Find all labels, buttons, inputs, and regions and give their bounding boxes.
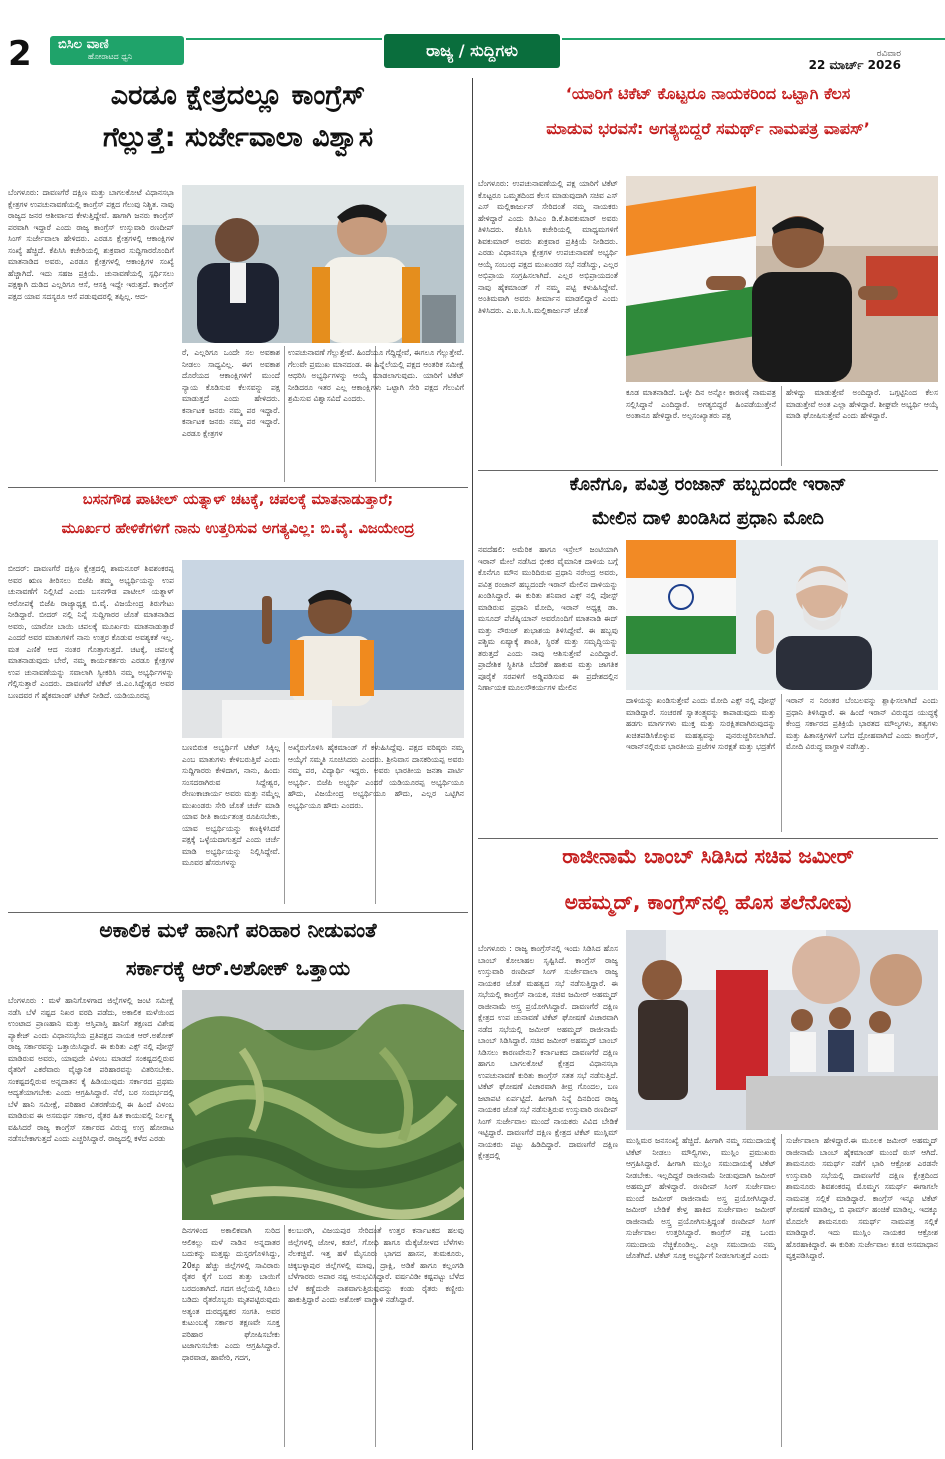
section-label: ರಾಜ್ಯ / ಸುದ್ದಿಗಳು bbox=[384, 34, 560, 68]
page-column-divider bbox=[472, 78, 473, 1450]
article4-body-col2: ಕೂಡ ಮಾತನಾಡಿದೆ. ಒಳ್ಳೇ ದಿನ ಅನ್ನೋ ಕಾರಣಕ್ಕೆ ನಾಮಪತ್ರ ಸಲ್ಲಿಸಿದ್ದಾನೆ ಎಂದಿದ್ದಾರೆ. ಅಗತ್ಯಬಿದ್ದರೆ ಹಿಂಪಡೆಯುತ್ತೇನೆ ಅಂತಾನೂ ಹೇಳಿದ್ದಾರೆ. ಅಲ್ಪಸಂಖ್ಯಾತರು ಪಕ್ಷ bbox=[626, 388, 776, 420]
article-divider bbox=[478, 470, 938, 471]
article1-headline-line1: ಎರಡೂ ಕ್ಷೇತ್ರದಲ್ಲೂ ಕಾಂಗ್ರೆಸ್ bbox=[110, 80, 366, 111]
article5-body-col3: ಇರಾನ್ ನ ನಿರಂತರ ಬೆಂಬಲವನ್ನು ಶ್ಲಾಘಿಸಲಾಗಿದೆ ಎಂದು ಪ್ರಧಾನಿ ತಿಳಿಸಿದ್ದಾರೆ. ಈ ಹಿಂದೆ ಇರಾನ್ ವಿರುದ್ಧದ ಯುದ್ಧಕ್ಕೆ ಕೇಂದ್ರ ಸರ್ಕಾರದ ಪ್ರತಿಕ್ರಿಯೆ ಭಾರತದ ಮೌಲ್ಯಗಳು, ತತ್ವಗಳು ಮತ್ತು ಹಿತಾಸಕ್ತಿಗಳಿಗೆ ಬಗೆದ ದ್ರೋಹವಾಗಿದೆ ಎಂದು ಕಾಂಗ್ರೆಸ್, ಮೋದಿ ವಿರುದ್ಧ ವಾಗ್ದಾಳಿ ನಡೆಸಿತ್ತು. bbox=[786, 696, 938, 751]
article2-body-col1: ಬೀದರ್: ದಾವಣಗೆರೆ ದಕ್ಷಿಣ ಕ್ಷೇತ್ರದಲ್ಲಿ ಶಾಮನೂರ್ ಶಿವಶಂಕರಪ್ಪ ಅವರ ಋಣ ತೀರಿಸಲು ಬಿಜೆಪಿ ತಮ್ಮ ಅಭ್ಯರ್ಥಿಯನ್ನು ಉಪ ಚುನಾವಣೆಗೆ ನಿಲ್ಲಿಸಿದೆ ಎಂದು ಬಸನಗೌಡ ಪಾಟೀಲ್ ಯತ್ನಾಳ್ ಆರೋಪಕ್ಕೆ ಬಿಜೆಪಿ ರಾಜ್ಯಾಧ್ಯಕ್ಷ ಬಿ.ವೈ. ವಿಜಯೇಂದ್ರ ತಿರುಗೇಟು ನೀಡಿದ್ದಾರೆ. ಬೀದರ್ ನಲ್ಲಿ ನಿನ್ನೆ ಸುದ್ದಿಗಾರರ ಜೊತೆ ಮಾತನಾಡಿದ ಅವರು, ಯಾರೋ ಬಾಯಿ ಚಪಲಕ್ಕೆ ಮೂರ್ಖರು ಮಾತನಾಡುತ್ತಾರೆ ಎಂದರೆ ಅವರ ಮಾತುಗಳಿಗೆ ನಾನು ಉತ್ತರ ಕೊಡುವ ಅವಶ್ಯಕತೆ ಇಲ್ಲ. ಮತ ಎಣಿಕೆ ಆದ ನಂತರ ಗೊತ್ತಾಗುತ್ತದೆ. ಚಟಕ್ಕೆ, ಚಪಲಕ್ಕೆ ಮಾತನಾಡುವುದು ಬೇರೆ, ನಮ್ಮ ಕಾರ್ಯಕರ್ತರು ಎರಡೂ ಕ್ಷೇತ್ರಗಳ ಉಪ ಚುನಾವಣೆಯನ್ನು ಸವಾಲಾಗಿ ಸ್ವೀಕರಿಸಿ ನಮ್ಮ ಅಭ್ಯರ್ಥಿಗಳನ್ನು ಗೆಲ್ಲಿಸುತ್ತಾರೆ ಎಂದರು. ದಾವಣಗೆರೆ ಟಿಕೆಟ್ ಜಿ.ಎಂ.ಸಿದ್ದೇಶ್ವರ ಅವರ ಬಣದವರ ಗೆ ಹೈಕಮಾಂಡ್ ಟಿಕೆಟ್ ನೀಡಿದೆ. ಯಡಿಯೂರಪ್ಪ bbox=[8, 564, 174, 700]
article3-photo bbox=[182, 990, 464, 1220]
divider bbox=[781, 386, 782, 466]
newspaper-logo bbox=[50, 36, 184, 65]
article2-body-col3: ಅಖೈರುಗೊಳಿಸಿ ಹೈಕಮಾಂಡ್ ಗೆ ಕಳುಹಿಸಿದ್ದೆವು. ಪಕ್ಷದ ವರಿಷ್ಠರು ನಮ್ಮ ಆಯ್ಕೆಗೆ ಸಮ್ಮತಿ ಸೂಚಿಸಿದರು ಎಂದರು. ಶ್ರೀನಿವಾಸ ದಾಸಕರಿಯಪ್ಪ ಅವರು ನಮ್ಮ ಪರ, ವಿದ್ಯಾರ್ಥಿ ಇದ್ದರು. ಅವರು ಭಾರತೀಯ ಜನತಾ ಪಾರ್ಟಿ ಅಭ್ಯರ್ಥಿ. ಬಿಜೆಪಿ ಅಭ್ಯರ್ಥಿ ಎಂದರೆ ಯಡಿಯೂರಪ್ಪ ಅಭ್ಯರ್ಥಿಯೂ ಹೌದು, ವಿಜಯೇಂದ್ರ ಅಭ್ಯರ್ಥಿಯೂ ಹೌದು, ಎಲ್ಲರ ಒಟ್ಟಿಗಿನ ಅಭ್ಯರ್ಥಿಯೂ ಹೌದು ಎಂದರು. bbox=[288, 743, 464, 810]
article3-body-col2: ದಿನಗಳಿಂದ ಅಕಾಲಿಕವಾಗಿ ಸುರಿದ ಆಲಿಕಲ್ಲು ಮಳೆ ನಾಡಿನ ಅನ್ನದಾತರ ಬದುಕನ್ನು ಮತ್ತಷ್ಟು ದುಸ್ತರಗೊಳಿಸಿದ್ದು, 20ಕ್ಕೂ ಹೆಚ್ಚು ಜಿಲ್ಲೆಗಳಲ್ಲಿ ಸಾವಿರಾರು ರೈತರ ಕೈಗೆ ಬಂದ ತುತ್ತು ಬಾಯಿಗೆ ಬರದಂತಾಗಿದೆ. ಗದಗ ಜಿಲ್ಲೆಯಲ್ಲಿ ಸಿಡಿಲು ಬಡಿದು ರೈತರೊಬ್ಬರು ಮೃತಪಟ್ಟಿರುವುದು ಅತ್ಯಂತ ದುರದೃಷ್ಟಕರ ಸಂಗತಿ. ಅವರ ಕುಟುಂಬಕ್ಕೆ ಸರ್ಕಾರ ತಕ್ಷಣವೇ ಸೂಕ್ತ ಪರಿಹಾರ ಘೋಷಿಸಬೇಕು ಟಜಾಗುಸಬೇಕು ಎಂದು ಆಗ್ರಹಿಸಿದ್ದಾರೆ. ಧಾರವಾಡ, ಹಾವೇರಿ, ಗದಗ, bbox=[182, 1226, 280, 1362]
article-divider bbox=[478, 838, 938, 839]
vijayendra-speech-photo bbox=[182, 560, 464, 738]
article6-photo bbox=[626, 930, 938, 1130]
article1-body-col2: ರೆ, ಎಲ್ಲರಿಗೂ ಒಂದೇ ಸಲ ಅವಕಾಶ ನೀಡಲು ಸಾಧ್ಯವಿಲ್ಲ. ಈಗ ಅವಕಾಶ ದೊರೆಯದ ಆಕಾಂಕ್ಷಿಗಳಿಗೆ ಮುಂದೆ ನ್ಯಾಯ ಕೊಡಿಸುವ ಕೆಲಸವನ್ನು ಪಕ್ಷ ಮಾಡುತ್ತದೆ ಎಂದು ಹೇಳಿದರು. ಕರ್ನಾಟಕ ಜನರು ನಮ್ಮ ಪರ ಇದ್ದಾರೆ. ಕರ್ನಾಟಕ ಜನರು ನಮ್ಮ ಪರ ಇದ್ದಾರೆ. ಎರಡೂ ಕ್ಷೇತ್ರಗಳ bbox=[182, 348, 280, 438]
article1-photo bbox=[182, 185, 464, 343]
article2-photo bbox=[182, 560, 464, 738]
article5-body-col2: ದಾಳಿಯನ್ನು ಖಂಡಿಸುತ್ತೇವೆ ಎಂದು ಮೋದಿ ಎಕ್ಸ್ ನಲ್ಲಿ ಪೋಸ್ಟ್ ಮಾಡಿದ್ದಾರೆ. ಸಂಚರಣೆ ಸ್ವಾತಂತ್ರ್ಯವನ್ನು ಕಾಪಾಡುವುದು ಮತ್ತು ಹಡಗು ಮಾರ್ಗಗಳು ಮುಕ್ತ ಮತ್ತು ಸುರಕ್ಷಿತವಾಗಿರುವುದನ್ನು ಖಚಿತಪಡಿಸಿಕೊಳ್ಳುವ ಮಹತ್ವವನ್ನು ಪುನರುಚ್ಚರಿಸಲಾಗಿದೆ. ಇರಾನ್‌ನಲ್ಲಿರುವ ಭಾರತೀಯ ಪ್ರಜೆಗಳ ಸುರಕ್ಷತೆ ಮತ್ತು ಭದ್ರತೆಗೆ bbox=[626, 696, 776, 751]
banana-crop-damage-photo bbox=[182, 990, 464, 1220]
article2-headline[interactable] bbox=[8, 492, 468, 539]
divider bbox=[781, 1134, 782, 1447]
article6-headline-line1: ರಾಜೀನಾಮೆ ಬಾಂಬ್ ಸಿಡಿಸಿದ ಸಚಿವ ಜಮೀರ್ bbox=[562, 844, 854, 868]
article-divider bbox=[8, 487, 468, 488]
article1-body-col3: ಉಪಚುನಾವಣೆ ಗೆಲ್ಲುತ್ತೇವೆ. ಹಿಂದೆಯೂ ಗೆದ್ದಿದ್ದೇವೆ, ಈಗಲೂ ಗೆಲ್ಲುತ್ತೇವೆ. ಗೆಲುವೇ ಪ್ರಮುಖ ಮಾನದಂಡ. ಈ ಹಿನ್ನೆಲೆಯಲ್ಲಿ ಪಕ್ಷದ ಆಂತರಿಕ ಸಮೀಕ್ಷೆ ಆಧರಿಸಿ ಅಭ್ಯರ್ಥಿಗಳನ್ನು ಆಯ್ಕೆ ಮಾಡಲಾಗುವುದು. ಯಾರಿಗೆ ಟಿಕೆಟ್ ನೀಡಿದರೂ ಇತರ ಎಲ್ಲ ಆಕಾಂಕ್ಷಿಗಳು ಒಟ್ಟಾಗಿ ಸೇರಿ ಪಕ್ಷದ ಗೆಲುವಿಗೆ ಶ್ರಮಿಸುವ ವಿಶ್ವಾಸವಿದೆ ಎಂದರು. bbox=[288, 348, 464, 403]
article3-headline-line2: ಸರ್ಕಾರಕ್ಕೆ ಆರ್.ಅಶೋಕ್ ಒತ್ತಾಯ bbox=[125, 956, 351, 980]
article4-body-col1: ಬೆಂಗಳೂರು: ಉಪಚುನಾವಣೆಯಲ್ಲಿ ಪಕ್ಷ ಯಾರಿಗೆ ಟಿಕೆಟ್ ಕೊಟ್ಟರೂ ಒಮ್ಮತದಿಂದ ಕೆಲಸ ಮಾಡುವುದಾಗಿ ಸಚಿವ ಎಸ್ ಎಸ್ ಮಲ್ಲಿಕಾರ್ಜುನ್ ಸೇರಿದಂತೆ ನಮ್ಮ ನಾಯಕರು ಹೇಳಿದ್ದಾರೆ ಎಂದು ಡಿಸಿಎಂ ಡಿ.ಕೆ.ಶಿವಕುಮಾರ್ ಅವರು ತಿಳಿಸಿದರು. ಕೆಪಿಸಿಸಿ ಕಚೇರಿಯಲ್ಲಿ ಮಾಧ್ಯಮಗಳಿಗೆ ಶಿವಕುಮಾರ್ ಅವರು ಶುಕ್ರವಾರ ಪ್ರತಿಕ್ರಿಯೆ ನೀಡಿದರು. ಎರಡು ವಿಧಾನಸಭಾ ಕ್ಷೇತ್ರಗಳ ಉಪಚುನಾವಣೆ ಅಭ್ಯರ್ಥಿ ಆಯ್ಕೆ ಸಂಬಂಧ ಪಕ್ಷದ ಮುಖಂಡರ ಸಭೆ ನಡೆಸಿದ್ದು, ಎಲ್ಲರ ಅಭಿಪ್ರಾಯ ಸಂಗ್ರಹಿಸಲಾಗಿದೆ. ಎಲ್ಲರ ಅಭಿಪ್ರಾಯದಂತೆ ನಾವು ಹೈಕಮಾಂಡ್ ಗೆ ನಮ್ಮ ಪಟ್ಟಿ ಕಳುಹಿಸಿದ್ದೇವೆ. ಅಂತಿಮವಾಗಿ ಅವರು ತೀರ್ಮಾನ ಮಾಡಲಿದ್ದಾರೆ ಎಂದು ತಿಳಿಸಿದರು. ಎ.ಐ.ಸಿ.ಸಿ.ಮಲ್ಲಿಕಾರ್ಜುನ್ ಜೊತೆ bbox=[478, 179, 618, 315]
divider bbox=[284, 742, 285, 904]
article1-headline[interactable] bbox=[8, 80, 468, 155]
dk-shivakumar-photo bbox=[626, 176, 938, 382]
zameer-ahmed-meeting-photo bbox=[626, 930, 938, 1130]
divider bbox=[284, 346, 285, 482]
masthead bbox=[0, 0, 945, 72]
article5-body-col1: ನವದೆಹಲಿ: ಅಮೆರಿಕ ಹಾಗೂ ಇಸ್ರೇಲ್ ಜಂಟಿಯಾಗಿ ಇರಾನ್ ಮೇಲೆ ನಡೆಸಿದ ಭೀಕರ ವೈಮಾನಿಕ ದಾಳಿಯ ಬಗ್ಗೆ ಕೊನೆಗೂ ಮೌನ ಮುರಿದಿರುವ ಪ್ರಧಾನಿ ನರೇಂದ್ರ ಅವರು, ಪವಿತ್ರ ರಂಜಾನ್ ಹಬ್ಬದಂದೇ ಇರಾನ್ ಮೇಲಿನ ದಾಳಿಯನ್ನು ಖಂಡಿಸಿದ್ದಾರೆ. ಈ ಕುರಿತು ಶನಿವಾರ ಎಕ್ಸ್ ನಲ್ಲಿ ಪೋಸ್ಟ್ ಮಾಡಿರುವ ಪ್ರಧಾನಿ ಮೋದಿ, ಇರಾನ್ ಅಧ್ಯಕ್ಷ ಡಾ. ಮಸೂದ್ ಪೆಜೆಷ್ಕಿಯಾನ್ ಅವರೊಂದಿಗೆ ಮಾತನಾಡಿ ಈದ್ ಮತ್ತು ನೌರುಜ್ ಶುಭಾಶಯ ತಿಳಿಸಿದ್ದೇವೆ. ಈ ಹಬ್ಬವು ಪಶ್ಚಿಮ ಏಷ್ಯಾಕ್ಕೆ ಶಾಂತಿ, ಸ್ಥಿರತೆ ಮತ್ತು ಸಮೃದ್ಧಿಯನ್ನು ತರುತ್ತದೆ ಎಂದು ನಾವು ಆಶಿಸುತ್ತೇವೆ ಎಂದಿದ್ದಾರೆ. ಪ್ರಾದೇಶಿಕ ಸ್ಥಿತಿಗತಿ ಬೆದರಿಕೆ ಹಾಕುವ ಮತ್ತು ಜಾಗತಿಕ ಪೂರೈಕೆ ಸರಪಳಿಗೆ ಅಡ್ಡಿಪಡಿಸುವ ಈ ಪ್ರದೇಶದಲ್ಲಿನ ನಿರ್ಣಾಯಕ ಮೂಲಸೌಕರ್ಯಗಳ ಮೇಲಿನ bbox=[478, 545, 618, 692]
article1-body-col1: ಬೆಂಗಳೂರು: ದಾವಣಗೆರೆ ದಕ್ಷಿಣ ಮತ್ತು ಬಾಗಲಕೋಟೆ ವಿಧಾನಸಭಾ ಕ್ಷೇತ್ರಗಳ ಉಪಚುನಾವಣೆಯಲ್ಲಿ ಕಾಂಗ್ರೆಸ್ ಪಕ್ಷದ ಗೆಲುವು ನಿಶ್ಚಿತ. ನಾವು ರಾಜ್ಯದ ಜನರ ಆಶೀರ್ವಾದ ಕೇಳುತ್ತಿದ್ದೇವೆ. ಹಾಗಾಗಿ ಜನರು ಕಾಂಗ್ರೆಸ್ ಪರವಾಗಿ ಇದ್ದಾರೆ ಎಂದು ರಾಜ್ಯ ಕಾಂಗ್ರೆಸ್ ಉಸ್ತುವಾರಿ ರಣದೀಪ್ ಸಿಂಗ್ ಸುರ್ಜೇವಾಲಾ ಹೇಳಿದರು. ಎರಡೂ ಕ್ಷೇತ್ರಗಳಲ್ಲಿ ಆಕಾಂಕ್ಷಿಗಳ ಸಂಖ್ಯೆ ಹೆಚ್ಚಿದೆ. ಕೆಪಿಸಿಸಿ ಕಚೇರಿಯಲ್ಲಿ ಶುಕ್ರವಾರ ಸುದ್ದಿಗಾರರೊಂದಿಗೆ ಮಾತನಾಡಿದ ಅವರು, ಎರಡೂ ಕ್ಷೇತ್ರಗಳಲ್ಲಿ ಆಕಾಂಕ್ಷಿಗಳ ಸಂಖ್ಯೆ ಹೆಚ್ಚಾಗಿದೆ. ಇದು ಸಹಜ ಪ್ರಕ್ರಿಯೆ. ಚುನಾವಣೆಯಲ್ಲಿ ಸ್ಪರ್ಧಿಸಲು ಪಕ್ಷಕ್ಕಾಗಿ ದುಡಿದ ಎಲ್ಲರಿಗೂ ಆಸೆ, ಆಸಕ್ತಿ ಇದ್ದೇ ಇರುತ್ತದೆ. ಕಾಂಗ್ರೆಸ್ ಪಕ್ಷದ ಯಾವ ಸದಸ್ಯರೂ ಆಸೆ ಪಡುವುದರಲ್ಲಿ ತಪ್ಪಿಲ್ಲ. ಆದ- bbox=[8, 188, 174, 301]
article3-body-col1: ಬೆಂಗಳೂರು : ಮಳೆ ಹಾನಿಗೊಳಗಾದ ಜಿಲ್ಲೆಗಳಲ್ಲಿ ಜಂಟಿ ಸಮೀಕ್ಷೆ ನಡೆಸಿ ಬೆಳೆ ನಷ್ಟದ ನಿಖರ ವರದಿ ಪಡೆದು, ಅಕಾಲಿಕ ಮಳೆಯಿಂದ ಉಂಟಾದ ಪ್ರಾಣಹಾನಿ ಮತ್ತು ಆಸ್ತಿಪಾಸ್ತಿ ಹಾನಿಗೆ ತಕ್ಷಣದ ವಿಶೇಷ ಪ್ಯಾಕೇಜ್ ಎಂದು ವಿಧಾನಸಭೆಯ ಪ್ರತಿಪಕ್ಷದ ನಾಯಕ ಆರ್.ಅಶೋಕ್ ರಾಜ್ಯ ಸರ್ಕಾರವನ್ನು ಒತ್ತಾಯಿಸಿದ್ದಾರೆ. ಈ ಕುರಿತು ಎಕ್ಸ್ ನಲ್ಲಿ ಪೋಸ್ಟ್ ಮಾಡಿರುವ ಅವರು, ಯಾವುದೇ ವಿಳಂಬ ಮಾಡದೆ ಸಂಕಷ್ಟದಲ್ಲಿರುವ ರೈತರಿಗೆ ಎಕರೆವಾರು ವೈಜ್ಞಾನಿಕ ಪರಿಹಾರವನ್ನು ವಿತರಿಸಬೇಕು. ಸಂಕಷ್ಟದಲ್ಲಿರುವ ಅನ್ನದಾತನ ಕೈ ಹಿಡಿಯುವುದು ಸರ್ಕಾರದ ಪ್ರಥಮ ಆದ್ಯತೆಯಾಗಬೇಕು ಎಂದು ಆಗ್ರಹಿಸಿದ್ದಾರೆ. ನೆರೆ, ಬರ ಸಂದರ್ಭದಲ್ಲಿ ಬೆಳೆ ಹಾನಿ ಸಮೀಕ್ಷೆ, ಪರಿಹಾರ ವಿತರಣೆಯಲ್ಲಿ ಈ ಹಿಂದೆ ವಿಳಂಬ ಮಾಡಿರುವ ಈ ಅಸಮರ್ಥ ಸರ್ಕಾರ, ರೈತರ ಹಿತ ಕಾಯುವಲ್ಲಿ ನಿರ್ಲಕ್ಷ್ಯ ವಹಿಸಿದರೆ ರಾಜ್ಯ ಕಾಂಗ್ರೆಸ್ ಸರ್ಕಾರದ ವಿರುದ್ಧ ಉಗ್ರ ಹೋರಾಟ ನಡೆಸಬೇಕಾಗುತ್ತದೆ ಎಂದು ಎಚ್ಚರಿಸಿದ್ದಾರೆ. ರಾಜ್ಯದಲ್ಲಿ ಕಳೆದ ಎರಡು bbox=[8, 996, 174, 1143]
article3-headline[interactable] bbox=[8, 918, 468, 980]
masthead-rule-right bbox=[562, 38, 945, 40]
issue-day: ರವಿವಾರ bbox=[876, 49, 901, 59]
article6-body-col1: ಬೆಂಗಳೂರು : ರಾಜ್ಯ ಕಾಂಗ್ರೆಸ್‌ನಲ್ಲಿ ಇಂದು ಸಿಡಿಸಿದ ಹೊಸ ಬಾಂಬ್ ಕೋಲಾಹಲ ಸೃಷ್ಟಿಸಿದೆ. ಕಾಂಗ್ರೆಸ್ ರಾಜ್ಯ ಉಸ್ತುವಾರಿ ರಣದೀಪ್ ಸಿಂಗ್ ಸುರ್ಜೇವಾಲಾ ರಾಜ್ಯ ನಾಯಕರ ಜೊತೆ ಮಹತ್ವದ ಸಭೆ ನಡೆಸುತ್ತಿದ್ದಾರೆ. ಈ ಸಭೆಯಲ್ಲಿ ಕಾಂಗ್ರೆಸ್ ನಾಯಕ, ಸಚಿವ ಜಮೀರ್ ಅಹಮ್ಮದ್ ರಾಜೀನಾಮೆ ಅಸ್ತ್ರ ಪ್ರಯೋಗಿಸಿದ್ದಾರೆ. ದಾವಣಗೆರೆ ದಕ್ಷಿಣ ಕ್ಷೇತ್ರದ ಉಪ ಚುನಾವಣೆ ಟಿಕೆಟ್ ಘೋಷಣೆ ವಿಚಾರವಾಗಿ ನಡೆದ ಸಭೆಯಲ್ಲಿ ಜಮೀರ್ ಅಹಮ್ಮದ್ ರಾಜೀನಾಮೆ ಬಾಂಬ್ ಸಿಡಿಸಿದ್ದಾರೆ. ಸಚಿವ ಜಮೀರ್ ಅಹಮ್ಮದ್ ಬಾಂಬ್ ಸಿಡಿಸಲು ಕಾರಣವೇನು? ಕರ್ನಾಟಕದ ದಾವಣಗೆರೆ ದಕ್ಷಿಣ ಹಾಗೂ ಬಾಗಲಕೋಟೆ ಕ್ಷೇತ್ರದ ವಿಧಾನಸಭಾ ಉಪಚುನಾವಣೆ ಕುರಿತು ಕಾಂಗ್ರೆಸ್ ಸತತ ಸಭೆ ನಡೆಸುತ್ತಿದೆ. ಟಿಕೆಟ್ ಘೋಷಣೆ ವಿಚಾರವಾಗಿ ತೀವ್ರ ಗೊಂದಲ, ಬಣ ಜಟಾಪಟಿ ಏರ್ಪಟ್ಟಿದೆ. ಹೀಗಾಗಿ ನಿನ್ನೆ ದಿನದಿಂದ ರಾಜ್ಯ ನಾಯಕರ ಜೊತೆ ಸಭೆ ನಡೆಸುತ್ತಿರುವ ಉಸ್ತುವಾರಿ ರಣದೀಪ್ ಸಿಂಗ್ ಸುರ್ಜೇವಾಲ ಮುಂದೆ ನಾಯಕರು ವಿವಿದ ಬೇಡಿಕೆ ಇಟ್ಟಿದ್ದಾರೆ. ದಾವಣಗೆರೆ ದಕ್ಷಿಣ ಕ್ಷೇತ್ರದ ಟಿಕೆಟ್ ಮುಸ್ಲಿಮ್ ನಾಯಕರು ಪಟ್ಟು ಹಿಡಿದಿದ್ದಾರೆ. ದಾವಣಗೆರೆ ದಕ್ಷಿಣ ಕ್ಷೇತ್ರದಲ್ಲಿ bbox=[478, 944, 618, 1160]
masthead-rule-left bbox=[186, 38, 382, 40]
article-divider bbox=[8, 912, 468, 913]
article2-headline-line1: ಬಸನಗೌಡ ಪಾಟೀಲ್ ಯತ್ನಾಳ್ ಚಟಕ್ಕೆ, ಚಪಲಕ್ಕೆ ಮಾತನಾಡುತ್ತಾರೆ; bbox=[82, 492, 394, 508]
article5-headline-line2: ಮೇಲಿನ ದಾಳಿ ಖಂಡಿಸಿದ ಪ್ರಧಾನಿ ಮೋದಿ bbox=[592, 507, 824, 529]
logo-tagline: ಹೋರಾಟದ ಧ್ವನಿ bbox=[88, 52, 133, 61]
article6-headline-line2: ಅಹಮ್ಮದ್, ಕಾಂಗ್ರೆಸ್‌ನಲ್ಲಿ ಹೊಸ ತಲೆನೋವು bbox=[564, 890, 852, 914]
article4-headline-line2: ಮಾಡುವ ಭರವಸೆ: ಅಗತ್ಯಬಿದ್ದರೆ ಸಮರ್ಥ್ ನಾಮಪತ್ರ ವಾಪಸ್’ bbox=[546, 119, 870, 139]
article6-headline[interactable] bbox=[478, 844, 938, 914]
article4-body-col3: ಹೇಳಿದ್ದು ಮಾಡುತ್ತೇವೆ ಅಂದಿದ್ದಾರೆ. ಒಗ್ಗಟ್ಟಿನಿಂದ ಕೆಲಸ ಮಾಡುತ್ತೇವೆ ಅಂತ ಎಲ್ಲಾ ಹೇಳಿದ್ದಾರೆ. ಶೀಘ್ರವೇ ಅಭ್ಯರ್ಥಿ ಆಯ್ಕೆ ಮಾಡಿ ಘೋಷಿಸುತ್ತೇವೆ ಎಂದು ಹೇಳಿದ್ದಾರೆ. bbox=[786, 388, 938, 420]
article3-body-col3: ಕಲಬುರಗಿ, ವಿಜಯಪುರ ಸೇರಿದಂತೆ ಉತ್ತರ ಕರ್ನಾಟಕದ ಹಲವು ಜಿಲ್ಲೆಗಳಲ್ಲಿ ಜೋಳ, ಕಡಲೆ, ಗೋಧಿ ಹಾಗೂ ಮೆಕ್ಕೆಜೋಳದ ಬೆಳೆಗಳು ನೆಲಕಚ್ಚಿವೆ. ಇತ್ತ ಹಳೆ ಮೈಸೂರು ಭಾಗದ ಹಾಸನ, ತುಮಕೂರು, ಚಿಕ್ಕಬಳ್ಳಾಪುರ ಜಿಲ್ಲೆಗಳಲ್ಲಿ ಮಾವು, ದ್ರಾಕ್ಷಿ, ಅಡಿಕೆ ಹಾಗೂ ಕಲ್ಲಂಗಡಿ ಬೆಳೆಗಾರರು ಅಪಾರ ನಷ್ಟ ಅನುಭವಿಸಿದ್ದಾರೆ. ವರ್ಷವಿಡೀ ಕಷ್ಟಪಟ್ಟು ಬೆಳೆದ ಬೆಳೆ ಕಣ್ಣೆದುರೇ ನಾಶವಾಗುತ್ತಿರುವುದನ್ನು ಕಂಡು ರೈತರು ಕಣ್ಣೀರು ಹಾಕುತ್ತಿದ್ದಾರೆ ಎಂದು ಅಶೋಕ್ ವಾಗ್ದಾಳಿ ನಡೆಸಿದ್ದಾರೆ. bbox=[288, 1226, 464, 1304]
pm-modi-photo bbox=[626, 540, 938, 690]
page-number: 2 bbox=[8, 34, 32, 74]
article5-headline[interactable] bbox=[478, 474, 938, 529]
article2-body-col2: ಬಣಬಿರುಕ ಅಭ್ಯರ್ಥಿಗೆ ಟಿಕೆಟ್ ಸಿಕ್ಕಿಲ್ಲ ಎಂಬ ಮಾತುಗಳು ಕೇಳಿಬರುತ್ತಿವೆ ಎಂದು ಸುದ್ದಿಗಾರರು ಕೇಳಿದಾಗ, ನಾನು, ಹಿಂದು ಸಂಸದರಾಗಿರುವ ಸಿದ್ದೇಶ್ವರ, ರೇಣುಕಾಚಾರ್ಯ ಅವರು ಮತ್ತು ನಮ್ಮೆಲ್ಲ ಮುಖಂಡರು ಸೇರಿ ಜೊತೆ ಚರ್ಚೆ ಮಾಡಿ ಯಾವ ರೀತಿ ಕಾರ್ಯತಂತ್ರ ರೂಪಿಸಬೇಕು, ಯಾವ ಅಭ್ಯರ್ಥಿಯನ್ನು ಕಣಕ್ಕಿಳಿಸಿದರೆ ಪಕ್ಷಕ್ಕೆ ಒಳ್ಳೆಯದಾಗುತ್ತದೆ ಎಂದು ಚರ್ಚೆ ಮಾಡಿ ಅಭ್ಯರ್ಥಿಯನ್ನು ನಿಲ್ಲಿಸಿದ್ದೇವೆ. ಮೂವರ ಹೆಸರುಗಳನ್ನು bbox=[182, 743, 280, 867]
divider bbox=[284, 1225, 285, 1447]
article1-headline-line2: ಗೆಲ್ಲುತ್ತೆ: ಸುರ್ಜೇವಾಲಾ ವಿಶ್ವಾಸ bbox=[102, 122, 374, 154]
article4-headline[interactable] bbox=[478, 84, 938, 138]
article6-body-col3: ಸುರ್ಜೇವಾಲಾ ಹೇಳಿದ್ದಾರೆ.ಈ ಮೂಲಕ ಜಮೀರ್ ಅಹಮ್ಮದ್ ರಾಜೀನಾಮೆ ಬಾಂಬ್ ಹೈಕಮಾಂಡ್ ಮುಂದೆ ಠುಸ್ ಆಗಿದೆ. ಶಾಮನೂರು ಸಮರ್ಥ್ ನಡೆಗೆ ಭಾರಿ ಆಕ್ರೋಶ ಎರಡನೇ ಉಸ್ತುವಾರಿ ಸಭೆಯಲ್ಲಿ ದಾವಣಗೆರೆ ದಕ್ಷಿಣ ಕ್ಷೇತ್ರದಿಂದ ಶಾಮನೂರು ಶಿವಶಂಕರಪ್ಪ ಮೊಮ್ಮಗ ಸಮರ್ಥ್ ಈಗಾಗಲೇ ನಾಮಪತ್ರ ಸಲ್ಲಿಕೆ ಮಾಡಿದ್ದಾರೆ. ಕಾಂಗ್ರೆಸ್ ಇನ್ನೂ ಟಿಕೆಟ್ ಘೋಷಣೆ ಮಾಡಿಲ್ಲ, ಬಿ ಫಾರ್ಮ್ ಹಂಚಿಕೆ ಮಾಡಿಲ್ಲ. ಇದಕ್ಕೂ ಮೊದಲೇ ಶಾಮನೂರು ಸಮರ್ಥ್ ನಾಮಪತ್ರ ಸಲ್ಲಿಕೆ ಮಾಡಿದ್ದಾರೆ. ಇದು ಮುಸ್ಲಿಂ ನಾಯಕರ ಆಕ್ರೋಶ ಹೊರಹಾಕಿದ್ದಾರೆ. ಈ ಕುರಿತು ಸುರ್ಜೇವಾಲ ಕೂಡ ಅಸಮಾಧಾನ ವ್ಯಕ್ತಪಡಿಸಿದ್ದಾರೆ. bbox=[786, 1136, 938, 1260]
divider bbox=[781, 694, 782, 832]
article4-headline-line1: ‘ಯಾರಿಗೆ ಟಿಕೆಟ್ ಕೊಟ್ಟರೂ ನಾಯಕರಿಂದ ಒಟ್ಟಾಗಿ ಕೆಲಸ bbox=[565, 84, 851, 103]
article3-headline-line1: ಅಕಾಲಿಕ ಮಳೆ ಹಾನಿಗೆ ಪರಿಹಾರ ನೀಡುವಂತೆ bbox=[99, 918, 377, 942]
article2-headline-line2: ಮೂರ್ಖರ ಹೇಳಿಕೆಗಳಿಗೆ ನಾನು ಉತ್ತರಿಸುವ ಅಗತ್ಯವಿಲ್ಲ: ಬಿ.ವೈ. ವಿಜಯೇಂದ್ರ bbox=[61, 521, 415, 538]
article4-photo bbox=[626, 176, 938, 382]
issue-date: 22 ಮಾರ್ಚ್ 2026 bbox=[808, 58, 901, 72]
article6-body-col2: ಮುಸ್ಲಿಮರ ಜನಸಂಖ್ಯೆ ಹೆಚ್ಚಿದೆ. ಹೀಗಾಗಿ ನಮ್ಮ ಸಮುದಾಯಕ್ಕೆ ಟಿಕೆಟ್ ನೀಡಲು ಮೌಲ್ವಿಗಳು, ಮುಸ್ಲಿಂ ಪ್ರಮುಖರು ಆಗ್ರಹಿಸಿದ್ದಾರೆ. ಹೀಗಾಗಿ ಮುಸ್ಲಿಂ ಸಮುದಾಯಕ್ಕೆ ಟಿಕೆಟ್ ನೀಡಬೇಕು. ಇಲ್ಲದಿದ್ದರೆ ರಾಜೀನಾಮೆ ನೀಡುವುದಾಗಿ ಜಮೀರ್ ಅಹಮ್ಮದ್ ಹೇಳಿದ್ದಾರೆ. ರಣದೀಪ್ ಸಿಂಗ್ ಸುರ್ಜೇವಾಲ ಮುಂದೆ ಜಮೀರ್ ರಾಜೀನಾಮೆ ಅಸ್ತ್ರ ಪ್ರಯೋಗಿಸಿದ್ದಾರೆ. ಜಮೀರ್ ಬೇಡಿಕೆ ಕೇಳ್ತ ಹಾಕಿದ ಸುರ್ಜೇವಾಲ ಜಮೀರ್ ರಾಜೀನಾಮೆ ಅಸ್ತ್ರ ಪ್ರಯೋಗಿಸುತ್ತಿದ್ದಂತೆ ರಣದೀಪ್ ಸಿಂಗ್ ಸುರ್ಜೇವಾಲ ಉತ್ತರಿಸಿದ್ದಾರೆ. ಕಾಂಗ್ರೆಸ್ ಪಕ್ಷ ಒಂದು ಸಮುದಾಯ ನೆಚ್ಚಿಕೊಂಡಿಲ್ಲ. ಎಲ್ಲಾ ಸಮುದಾಯ ನಮ್ಮ ಜೊತೆಗಿದೆ. ಟಿಕೆಟ್ ಸೂಕ್ತ ಅಭ್ಯರ್ಥಿಗೆ ನೀಡಲಾಗುತ್ತದೆ ಎಂದು bbox=[626, 1136, 776, 1260]
surjewala-press-photo bbox=[182, 185, 464, 343]
article5-photo bbox=[626, 540, 938, 690]
article5-headline-line1: ಕೊನೆಗೂ, ಪವಿತ್ರ ರಂಜಾನ್ ಹಬ್ಬದಂದೇ ಇರಾನ್ bbox=[569, 474, 847, 495]
logo-name: ಬಿಸಿಲ ವಾಣಿ bbox=[58, 37, 109, 52]
